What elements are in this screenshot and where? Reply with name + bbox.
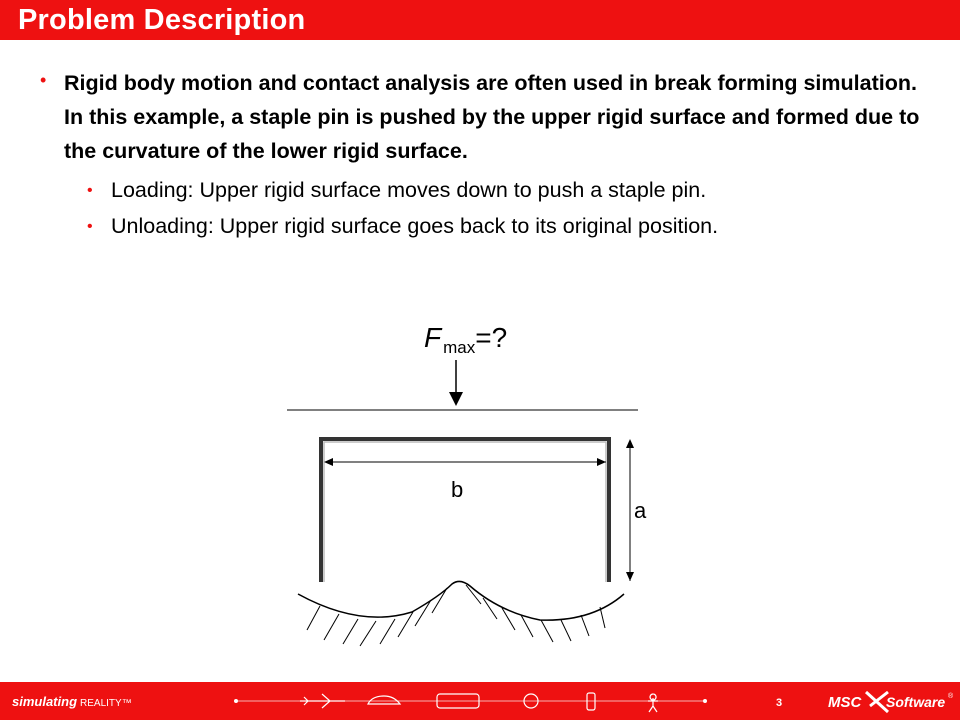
- sub-bullet-text: Loading: Upper rigid surface moves down to push a staple pin.: [111, 178, 707, 202]
- sub-bullet-text: Unloading: Upper rigid surface goes back to its original position.: [111, 214, 719, 238]
- page-title: Problem Description: [18, 4, 306, 36]
- staple-pin: [321, 439, 609, 582]
- force-subscript: max: [443, 338, 476, 357]
- width-label: b: [451, 477, 464, 502]
- bullet-dot-icon: •: [87, 182, 93, 199]
- msc-logo: [828, 692, 954, 712]
- person-icon: [648, 694, 658, 712]
- force-symbol: F: [424, 322, 442, 353]
- footer-graphics: [0, 682, 960, 720]
- height-label: a: [634, 498, 647, 523]
- lower-rigid-surface: [298, 581, 624, 620]
- force-label: [424, 322, 507, 357]
- logo-software: Software: [886, 694, 946, 710]
- ground-hatching: [307, 585, 605, 646]
- bullet-dot-icon: •: [87, 218, 93, 235]
- footer-tagline-bold: simulating: [12, 694, 78, 709]
- car-icon: [368, 696, 400, 704]
- logo-registered-mark: ®: [948, 693, 954, 700]
- force-suffix: =?: [475, 322, 508, 353]
- footer-tagline-rest: REALITY™: [80, 698, 132, 709]
- logo-x-icon: [866, 692, 888, 712]
- logo-msc: MSC: [828, 694, 862, 711]
- footer-tagline: [12, 694, 132, 709]
- footer-bar: [0, 682, 960, 720]
- page-number: 3: [776, 697, 783, 709]
- bullet-main-text: Rigid body motion and contact analysis are often used in break forming simulation. In this example, a staple pin is pushed by the upper rigid surface and formed due to the curvature of the lower rigid surface.: [64, 71, 920, 163]
- force-arrowhead: [449, 392, 463, 406]
- airplane-icon: [300, 694, 345, 708]
- bullet-dot-icon: •: [40, 70, 47, 90]
